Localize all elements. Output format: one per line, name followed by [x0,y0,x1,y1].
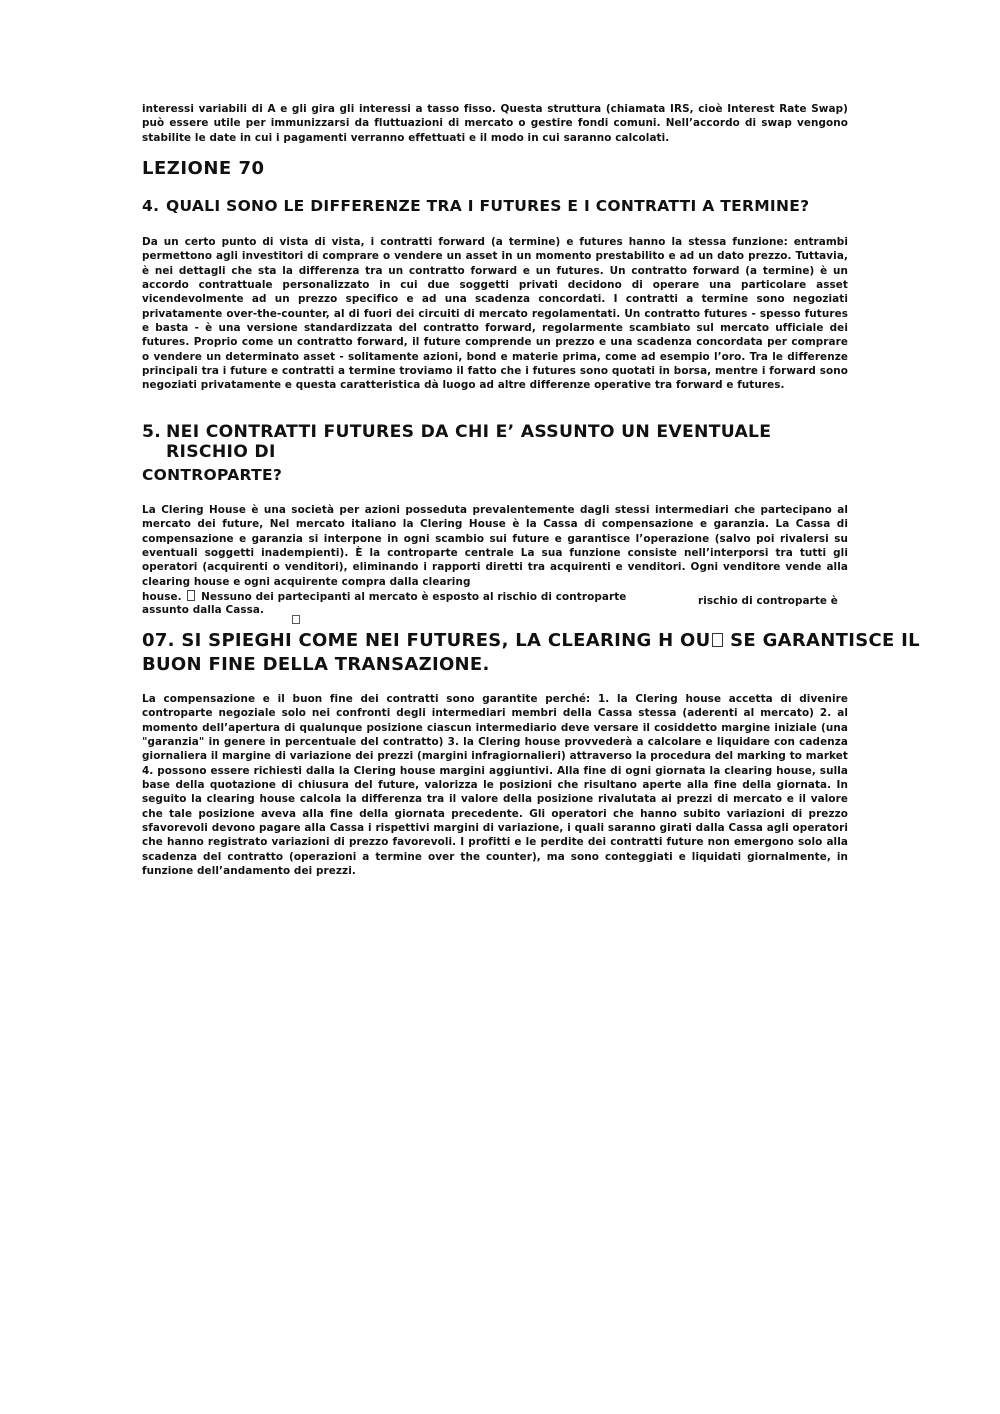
house-word: house. [142,591,182,603]
question-5-title-line1: NEI CONTRATTI FUTURES DA CHI E’ ASSUNTO UN EVENTUALE [166,422,772,442]
question-4-number: 4. [142,197,160,215]
question-5-heading-line2: RISCHIO DI [166,442,276,462]
missing-glyph-icon [187,590,195,601]
question-7-heading-line1 [142,630,920,651]
lesson-title: LEZIONE 70 [142,158,265,179]
question-7-title-part-b: U [695,630,711,651]
question-7-title-part-c: SE GARANTISCE IL [730,630,920,651]
question-7-title-part-a: 07. SI SPIEGHI COME NEI FUTURES, LA CLEARING H O [142,630,696,651]
question-4-heading [142,197,809,215]
missing-glyph-heading-icon [712,633,723,647]
question-5-heading-line3: CONTROPARTE? [142,466,283,484]
question-4-answer: Da un certo punto di vista di vista, i contratti forward (a termine) e futures hanno la stessa funzione: entrambi permettono agli investitori di comprare o vendere un asset in un momento prestabilito e ad un dato prezzo. Tuttavia, è nei dettagli che sta la differenza tra un contratto forward e un futures. Un contratto forward (a termine) è un accordo contrattuale personalizzato in cui due soggetti privati decidono di operare una particolare asset vicendevolmente ad un prezzo specifico e ad una scadenza concordati. I contratti a termine sono negoziati privatamente over-the-counter, al di fuori dei circuiti di mercato regolamentati. Un contratto futures - spesso futures e basta - è una versione standardizzata del contratto forward, regolarmente scambiato sul mercato ufficiale dei futures. Proprio come un contratto forward, il future comprende un prezzo e una scadenza concordata per comprare o vendere un determinato asset - solitamente azioni, bond e materie prima, come ad esempio l’oro. Tra le differenze principali tra i future e contratti a termine troviamo il fatto che i futures sono quotati in borsa, mentre i forward sono negoziati privatamente e questa caratteristica dà luogo ad altre differenze operative tra forward e futures. [142,236,848,392]
question-4-title: QUALI SONO LE DIFFERENZE TRA I FUTURES E I CONTRATTI A TERMINE? [166,197,810,215]
question-5-house-line [142,590,626,603]
question-5-right-fragment: rischio di controparte è [698,595,838,607]
missing-glyph-small-icon [292,615,300,624]
question-5-answer: La Clering House è una società per azioni posseduta prevalentemente dagli stessi intermediari che partecipano al mercato dei future, Nel mercato italiano la Clering House è la Cassa di compensazione e garanzia. La Cassa di compensazione e garanzia si interpone in ogni scambio sui future e garantisce l’operazione (salvo poi rivalersi su eventuali soggetti inadempienti). È la controparte centrale La sua funzione consiste nell’interporsi tra tutti gli operatori (acquirenti o venditori), eliminando i rapporti diretti tra acquirenti e venditori. Ogni venditore vende alla clearing house e ogni acquirente compra dalla clearing [142,504,848,588]
intro-paragraph: interessi variabili di A e gli gira gli interessi a tasso fisso. Questa struttura (chiamata IRS, cioè Interest Rate Swap) può essere utile per immunizzarsi da fluttuazioni di mercato o gestire fondi comuni. Nell’accordo di swap vengono stabilite le date in cui i pagamenti verranno effettuati e il modo in cui saranno calcolati. [142,103,848,144]
question-7-heading-line2: BUON FINE DELLA TRANSAZIONE. [142,654,490,675]
question-5-heading-line1 [142,422,771,442]
question-7-answer: La compensazione e il buon fine dei contratti sono garantite perché: 1. la Clering house accetta di divenire controparte negoziale solo nei confronti degli intermediari membri della Cassa stessa (aderenti al mercato) 2. al momento dell’apertura di qualunque posizione ciascun intermediario deve versare il cosiddetto margine iniziale (una "garanzia" in genere in percentuale del contratto) 3. la Clering house provvederà a calcolare e liquidare con cadenza giornaliera il margine di variazione dei prezzi (margini infragiornalieri) attraverso la procedura del marking to market 4. possono essere richiesti dalla la Clering house margini aggiuntivi. Alla fine di ogni giornata la clearing house, sulla base della quotazione di chiusura del future, valorizza le posizioni che risultano aperte alla fine della giornata. In seguito la clearing house calcola la differenza tra il valore della posizione rivalutata ai prezzi di mercato e il valore che tale posizione aveva alla fine della giornata precedente. Gli operatori che hanno subito variazioni di prezzo sfavorevoli devono pagare alla Cassa i rispettivi margini di variazione, i quali saranno girati dalla Cassa agli operatori che hanno registrato variazioni di prezzo favorevoli. I profitti e le perdite dei contratti future non emergono solo alla scadenza del contratto (operazioni a termine over the counter), ma sono conteggiati e liquidati giornalmente, in funzione dell’andamento dei prezzi. [142,693,848,878]
question-5-number: 5. [142,422,162,442]
question-5-assunto-line: assunto dalla Cassa. [142,604,265,616]
question-5-after-box: Nessuno dei partecipanti al mercato è esposto al rischio di controparte [201,591,627,603]
